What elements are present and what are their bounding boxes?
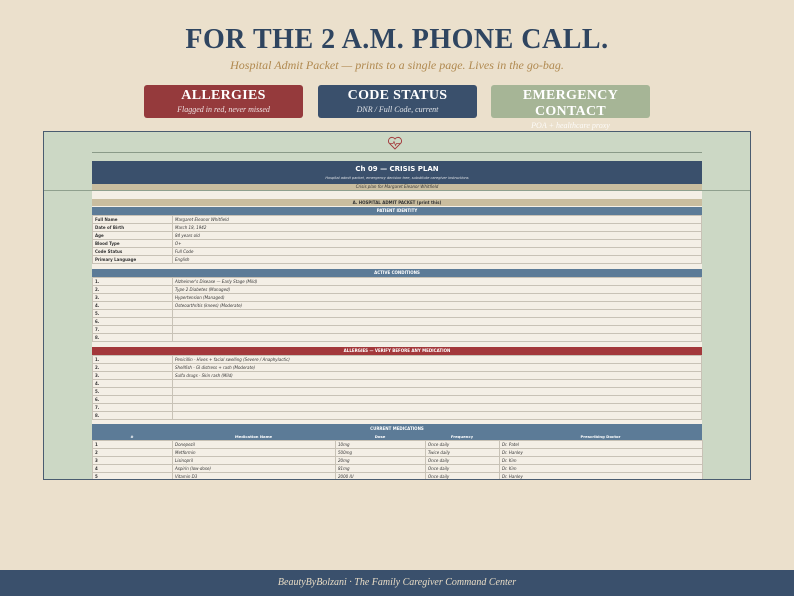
allergy-text	[173, 380, 702, 388]
emergency-contact-card	[491, 85, 650, 130]
medication-row	[93, 465, 703, 473]
condition-row	[93, 278, 702, 286]
condition-text: Hypertension (Managed)	[173, 294, 702, 302]
page-title: FOR THE 2 A.M. PHONE CALL.	[185, 24, 609, 55]
feature-cards	[144, 85, 650, 130]
top-rule	[92, 152, 702, 153]
condition-row	[93, 294, 702, 302]
med-name: Lisinopril	[173, 457, 336, 465]
allergies-header: ALLERGIES — VERIFY BEFORE ANY MEDICATION	[92, 347, 702, 355]
med-number: 3	[93, 457, 173, 465]
condition-number: 3.	[93, 294, 173, 302]
condition-row	[93, 318, 702, 326]
condition-number: 8.	[93, 334, 173, 342]
identity-row	[93, 248, 702, 256]
condition-number: 7.	[93, 326, 173, 334]
med-frequency: Twice daily	[426, 449, 500, 457]
identity-value: English	[173, 256, 702, 264]
section-a-bar: A. HOSPITAL ADMIT PACKET (print this)	[92, 199, 702, 206]
identity-value: O+	[173, 240, 702, 248]
allergy-text	[173, 396, 702, 404]
med-dose: 2000 IU	[336, 473, 426, 481]
spreadsheet-preview	[43, 131, 751, 480]
med-frequency: Once daily	[426, 441, 500, 449]
condition-number: 2.	[93, 286, 173, 294]
allergy-number: 6.	[93, 396, 173, 404]
identity-row	[93, 256, 702, 264]
medication-row	[93, 449, 703, 457]
med-name: Aspirin (low-dose)	[173, 465, 336, 473]
condition-row	[93, 286, 702, 294]
allergy-text	[173, 404, 702, 412]
allergy-row	[93, 412, 702, 420]
allergy-text	[173, 388, 702, 396]
med-name: Metformin	[173, 449, 336, 457]
identity-label: Blood Type	[93, 240, 173, 248]
allergy-number: 4.	[93, 380, 173, 388]
medication-row	[93, 441, 703, 449]
allergy-text: Shellfish - GI distress + rash (Moderate)	[173, 364, 702, 372]
allergy-number: 3.	[93, 372, 173, 380]
medications-header	[92, 424, 702, 440]
emergency-contact-card-title: EMERGENCY CONTACT	[522, 88, 619, 119]
med-number: 2	[93, 449, 173, 457]
identity-label: Age	[93, 232, 173, 240]
condition-text: Type 2 Diabetes (Managed)	[173, 286, 702, 294]
med-doctor: Dr. Kim	[500, 457, 703, 465]
patient-for-line: Crisis plan for Margaret Eleanor Whitfield	[92, 184, 702, 190]
page-subtitle: Hospital Admit Packet — prints to a single page. Lives in the go-bag.	[230, 58, 564, 72]
med-frequency: Once daily	[426, 465, 500, 473]
identity-row	[93, 224, 702, 232]
identity-label: Code Status	[93, 248, 173, 256]
chapter-title: Ch 09 — CRISIS PLAN	[355, 165, 439, 173]
medications-table	[92, 440, 703, 480]
conditions-header: ACTIVE CONDITIONS	[92, 269, 702, 277]
identity-header: PATIENT IDENTITY	[92, 207, 702, 215]
footer-bar: BeautyByBolzani · The Family Caregiver Command Center	[0, 570, 794, 596]
allergies-table	[92, 355, 702, 420]
allergy-row	[93, 404, 702, 412]
condition-number: 5.	[93, 310, 173, 318]
sheet-body	[92, 191, 702, 480]
allergies-card-sub: Flagged in red, never missed	[177, 105, 270, 114]
identity-value: Margaret Eleanor Whitfield	[173, 216, 702, 224]
identity-row	[93, 232, 702, 240]
allergy-row	[93, 364, 702, 372]
med-doctor: Dr. Patel	[500, 441, 703, 449]
condition-number: 6.	[93, 318, 173, 326]
condition-row	[93, 326, 702, 334]
identity-row	[93, 240, 702, 248]
med-number: 5	[93, 473, 173, 481]
condition-text: Osteoarthritis (knees) (Moderate)	[173, 302, 702, 310]
med-col-dose: Dose	[374, 434, 386, 439]
condition-text	[173, 334, 702, 342]
allergy-number: 2.	[93, 364, 173, 372]
med-doctor: Dr. Kim	[500, 465, 703, 473]
med-dose: 500mg	[336, 449, 426, 457]
identity-value: 84 years old	[173, 232, 702, 240]
code-status-card-title: CODE STATUS	[347, 88, 448, 103]
allergy-number: 7.	[93, 404, 173, 412]
identity-table	[92, 215, 702, 264]
medications-title: CURRENT MEDICATIONS	[370, 426, 424, 431]
condition-row	[93, 302, 702, 310]
condition-text: Alzheimer's Disease — Early Stage (Mild)	[173, 278, 702, 286]
allergy-number: 1.	[93, 356, 173, 364]
med-dose: 10mg	[336, 441, 426, 449]
allergy-number: 5.	[93, 388, 173, 396]
code-status-card	[318, 85, 477, 118]
med-dose: 81mg	[336, 465, 426, 473]
med-number: 4	[93, 465, 173, 473]
condition-row	[93, 334, 702, 342]
medication-row	[93, 457, 703, 465]
med-name: Donepezil	[173, 441, 336, 449]
med-frequency: Once daily	[426, 457, 500, 465]
condition-text	[173, 318, 702, 326]
med-col-doctor: Prescribing Doctor	[580, 434, 621, 439]
med-col-num: #	[130, 434, 134, 439]
allergy-row	[93, 396, 702, 404]
code-status-card-sub: DNR / Full Code, current	[356, 105, 439, 114]
allergy-text: Penicillin - Hives + facial swelling (Severe / Anaphylactic)	[173, 356, 702, 364]
identity-label: Full Name	[93, 216, 173, 224]
chapter-header	[92, 161, 702, 184]
allergy-row	[93, 372, 702, 380]
allergy-number: 8.	[93, 412, 173, 420]
condition-text	[173, 326, 702, 334]
heart-pulse-icon	[387, 136, 403, 150]
allergies-card-title: ALLERGIES	[181, 88, 266, 103]
emergency-contact-card-sub: POA + healthcare proxy	[531, 121, 610, 130]
identity-label: Date of Birth	[93, 224, 173, 232]
identity-row	[93, 216, 702, 224]
med-dose: 20mg	[336, 457, 426, 465]
chapter-subtitle: Hospital admit packet, emergency decision tree, substitute caregiver instructions	[325, 176, 469, 180]
allergy-row	[93, 356, 702, 364]
condition-number: 1.	[93, 278, 173, 286]
identity-value: March 18, 1942	[173, 224, 702, 232]
med-name: Vitamin D3	[173, 473, 336, 481]
med-doctor: Dr. Hanley	[500, 473, 703, 481]
med-col-name: Medication Name	[234, 434, 273, 439]
med-col-frequency: Frequency	[450, 434, 474, 439]
med-frequency: Once daily	[426, 473, 500, 481]
allergy-text	[173, 412, 702, 420]
identity-value: Full Code	[173, 248, 702, 256]
medication-row	[93, 473, 703, 481]
allergy-text: Sulfa drugs - Skin rash (Mild)	[173, 372, 702, 380]
condition-number: 4.	[93, 302, 173, 310]
allergy-row	[93, 388, 702, 396]
allergy-row	[93, 380, 702, 388]
allergies-card	[144, 85, 303, 118]
conditions-table	[92, 277, 702, 342]
condition-text	[173, 310, 702, 318]
condition-row	[93, 310, 702, 318]
med-doctor: Dr. Hanley	[500, 449, 703, 457]
identity-label: Primary Language	[93, 256, 173, 264]
med-number: 1	[93, 441, 173, 449]
